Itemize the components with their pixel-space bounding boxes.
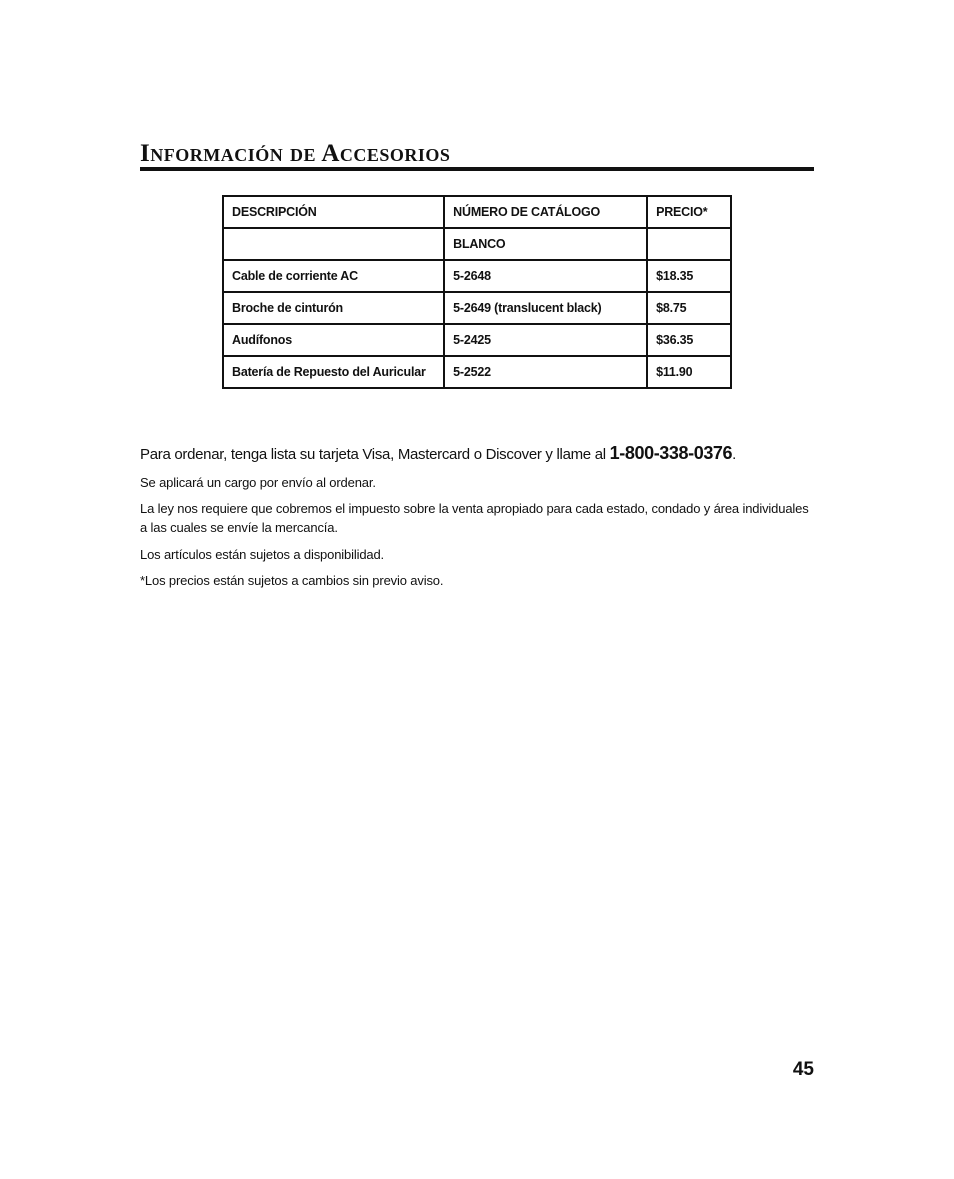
table-row [223, 356, 731, 388]
note-shipping-charge: Se aplicará un cargo por envío al ordenar. [140, 475, 376, 490]
table-row [223, 324, 731, 356]
order-phone-number: 1-800-338-0376 [609, 443, 733, 463]
note-availability: Los artículos están sujetos a disponibilidad. [140, 547, 385, 562]
cell-price: $8.75 [647, 292, 731, 324]
order-intro-text: Para ordenar, tenga lista su tarjeta Visa, Mastercard o Discover y llame al [140, 446, 610, 463]
cell-price: $11.90 [647, 356, 731, 388]
table-row [223, 260, 731, 292]
cell-description: Cable de corriente AC [223, 260, 444, 292]
cell-catalog-number: 5-2522 [444, 356, 647, 388]
cell-description: Audífonos [223, 324, 444, 356]
note-price-changes: *Los precios están sujetos a cambios sin previo aviso. [140, 573, 444, 588]
page-number: 45 [792, 1059, 814, 1080]
page-title: Información de Accesorios [140, 140, 451, 167]
cell-catalog-number: 5-2425 [444, 324, 647, 356]
table-row [223, 292, 731, 324]
header-cell-price: PRECIO* [647, 196, 731, 228]
cell-description: Broche de cinturón [223, 292, 444, 324]
title-rule [140, 167, 814, 171]
cell-catalog-number: 5-2649 (translucent black) [444, 292, 647, 324]
subheader-cell [647, 228, 731, 260]
cell-price: $18.35 [647, 260, 731, 292]
order-instructions [140, 441, 814, 467]
subheader-cell-color: BLANCO [444, 228, 647, 260]
cell-description: Batería de Repuesto del Auricular [223, 356, 444, 388]
note-sales-tax: La ley nos requiere que cobremos el impuesto sobre la venta apropiado para cada estado, condado y área individuales a las cuales se envíe la mercancía. [140, 501, 809, 535]
table-header-row [223, 196, 731, 228]
header-cell-description: DESCRIPCIÓN [223, 196, 444, 228]
table-subheader-row [223, 228, 731, 260]
subheader-cell [223, 228, 444, 260]
header-cell-catalog-number: NÚMERO DE CATÁLOGO [444, 196, 647, 228]
order-end-text: . [732, 446, 737, 463]
accessories-table [222, 195, 732, 389]
cell-catalog-number: 5-2648 [444, 260, 647, 292]
cell-price: $36.35 [647, 324, 731, 356]
